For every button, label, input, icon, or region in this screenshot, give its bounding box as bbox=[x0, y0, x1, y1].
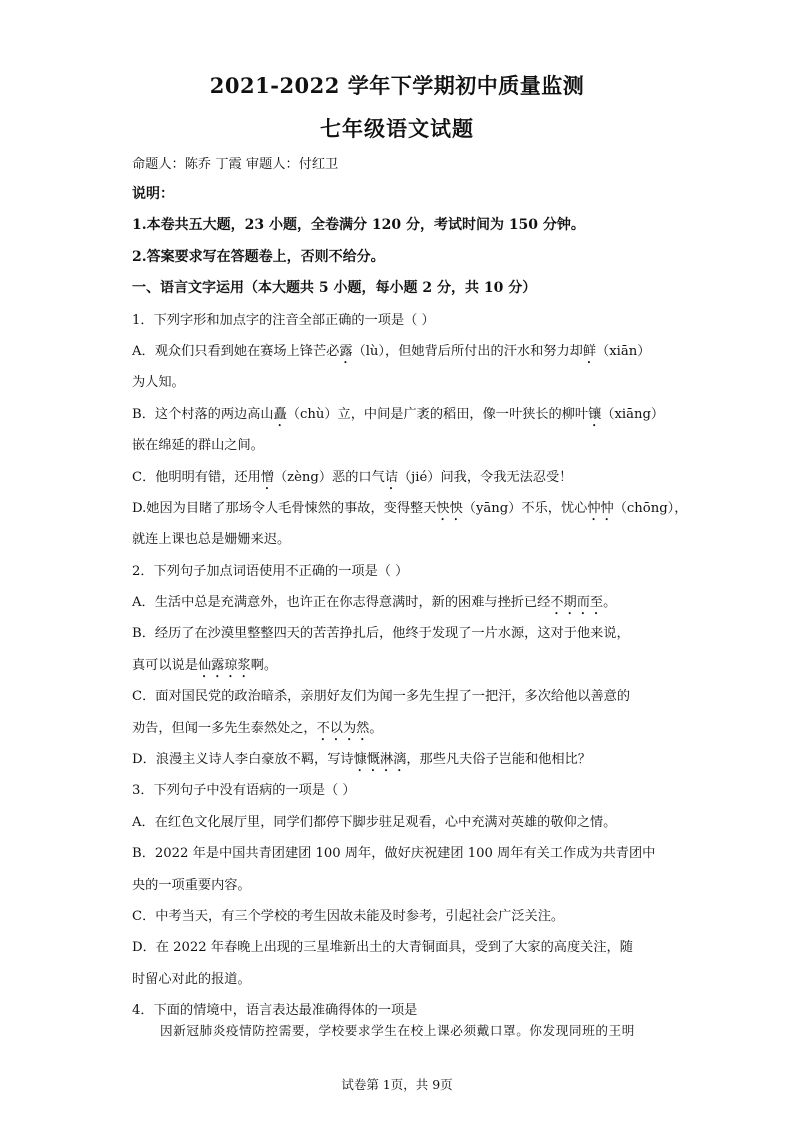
question-1-option-d bbox=[132, 493, 688, 524]
option-text: A．观众们只看到她在赛场上锋芒必 bbox=[132, 343, 340, 359]
option-text: （chù）立，中间是广袤的稻田，像一叶狭长的柳叶 bbox=[286, 406, 589, 422]
question-2-option-a bbox=[132, 587, 666, 618]
exam-body bbox=[132, 150, 688, 1027]
question-2-option-c: C．面对国民党的政治暗杀，亲朋好友们为闻一多先生捏了一把汗，多次给他以善意的 bbox=[132, 689, 631, 705]
question-2-option-d bbox=[132, 744, 666, 775]
option-text: （xiāng） bbox=[601, 406, 665, 422]
option-text: A．生活中总是充满意外，也许正在你志得意满时，新的困难与挫折已经 bbox=[132, 595, 551, 611]
dotted-char: 露 bbox=[339, 343, 353, 359]
exam-subtitle: 七年级语文试题 bbox=[320, 116, 474, 141]
instruction-item-1: 1.本卷共五大题，23 小题，全卷满分 120 分，考试时间为 150 分钟。 bbox=[132, 217, 585, 234]
question-2-option-b-cont bbox=[132, 650, 666, 681]
question-1-option-d-cont: 就连上课也总是姗姗来迟。 bbox=[132, 532, 291, 548]
option-text: （zèng）恶的口气 bbox=[273, 469, 385, 485]
option-text: （chōng）， bbox=[613, 500, 688, 516]
section-1-heading: 一、语言文字运用（本大题共 5 小题，每小题 2 分，共 10 分） bbox=[132, 280, 537, 297]
question-3-option-d: D．在 2022 年春晚上出现的三星堆新出土的大青铜面具，受到了大家的高度关注，随 bbox=[132, 940, 633, 956]
dotted-char: 诘 bbox=[384, 469, 398, 485]
instructions-heading: 说明： bbox=[132, 186, 174, 202]
question-2-option-c-cont bbox=[132, 713, 666, 744]
question-4-stem: 4．下面的情境中，语言表达最准确得体的一项是 bbox=[132, 1003, 418, 1019]
option-text: 。 bbox=[603, 595, 617, 611]
exam-title: 2021-2022 学年下学期初中质量监测 bbox=[209, 73, 585, 98]
option-text: 劝告，但闻一多先生泰然处之， bbox=[132, 720, 317, 736]
question-1-option-c bbox=[132, 462, 666, 493]
dotted-phrase: 不以为然 bbox=[316, 720, 370, 736]
option-text: 啊。 bbox=[250, 657, 278, 673]
option-text: （lù），但她背后所付出的汗水和努力却 bbox=[352, 343, 583, 359]
question-1-option-b bbox=[132, 399, 666, 430]
dotted-char: 矗 bbox=[273, 406, 287, 422]
question-1-option-a-cont: 为人知。 bbox=[132, 375, 185, 391]
dotted-phrase: 仙露琼浆 bbox=[197, 657, 251, 673]
option-text: D．浪漫主义诗人李白豪放不羁，写诗 bbox=[132, 752, 354, 768]
question-1-option-a bbox=[132, 336, 666, 367]
option-text: 。 bbox=[369, 720, 383, 736]
option-text: （jié）问我，令我无法忍受！ bbox=[397, 469, 573, 485]
question-1-option-b-cont: 嵌在绵延的群山之间。 bbox=[132, 438, 264, 454]
author-line: 命题人：陈乔 丁霞 审题人：付红卫 bbox=[132, 157, 339, 172]
page-footer: 试卷第 1页，共 9页 bbox=[341, 1077, 453, 1092]
option-text: C．他明明有错，还用 bbox=[132, 469, 261, 485]
dotted-phrase: 不期而至 bbox=[550, 595, 604, 611]
question-4-passage: 因新冠肺炎疫情防控需要，学校要求学生在校上课必须戴口罩。你发现同班的王明 bbox=[160, 1023, 635, 1038]
dotted-phrase: 慷慨淋漓 bbox=[353, 752, 407, 768]
option-text: B．这个村落的两边高山 bbox=[132, 406, 274, 422]
option-text: （xiān） bbox=[596, 343, 651, 359]
dotted-char: 怏怏 bbox=[436, 500, 463, 516]
question-3-option-d-cont: 时留心对此的报道。 bbox=[132, 971, 251, 987]
question-3-option-b-cont: 央的一项重要内容。 bbox=[132, 877, 251, 893]
dotted-char: 忡忡 bbox=[587, 500, 614, 516]
instruction-item-2: 2.答案要求写在答题卷上，否则不给分。 bbox=[132, 248, 385, 265]
dotted-char: 鲜 bbox=[582, 343, 597, 359]
option-text: ，那些凡夫俗子岂能和他相比？ bbox=[406, 752, 591, 768]
dotted-char: 镶 bbox=[588, 406, 602, 422]
question-1-stem: 1．下列字形和加点字的注音全部正确的一项是（ ） bbox=[132, 312, 435, 328]
question-3-option-c: C．中考当天，有三个学校的考生因故未能及时参考，引起社会广泛关注。 bbox=[132, 908, 565, 924]
question-2-option-b: B．经历了在沙漠里整整四天的苦苦挣扎后，他终于发现了一片水源，这对于他来说， bbox=[132, 626, 630, 642]
question-3-stem: 3．下列句子中没有语病的一项是（ ） bbox=[132, 783, 356, 799]
option-text: （yāng）不乐，忧心 bbox=[462, 500, 588, 516]
question-3-option-a: A．在红色文化展厅里，同学们都停下脚步驻足观看，心中充满对英雄的敬仰之情。 bbox=[132, 814, 617, 830]
question-3-option-b: B．2022 年是中国共青团建团 100 周年，做好庆祝建团 100 周年有关工作成为共青团中 bbox=[132, 846, 656, 862]
option-text: 真可以说是 bbox=[132, 657, 198, 673]
option-text: D.她因为目睹了那场令人毛骨悚然的事故，变得整天 bbox=[132, 500, 437, 516]
dotted-char: 憎 bbox=[260, 469, 274, 485]
question-2-stem: 2．下列句子加点词语使用不正确的一项是（ ） bbox=[132, 563, 409, 579]
